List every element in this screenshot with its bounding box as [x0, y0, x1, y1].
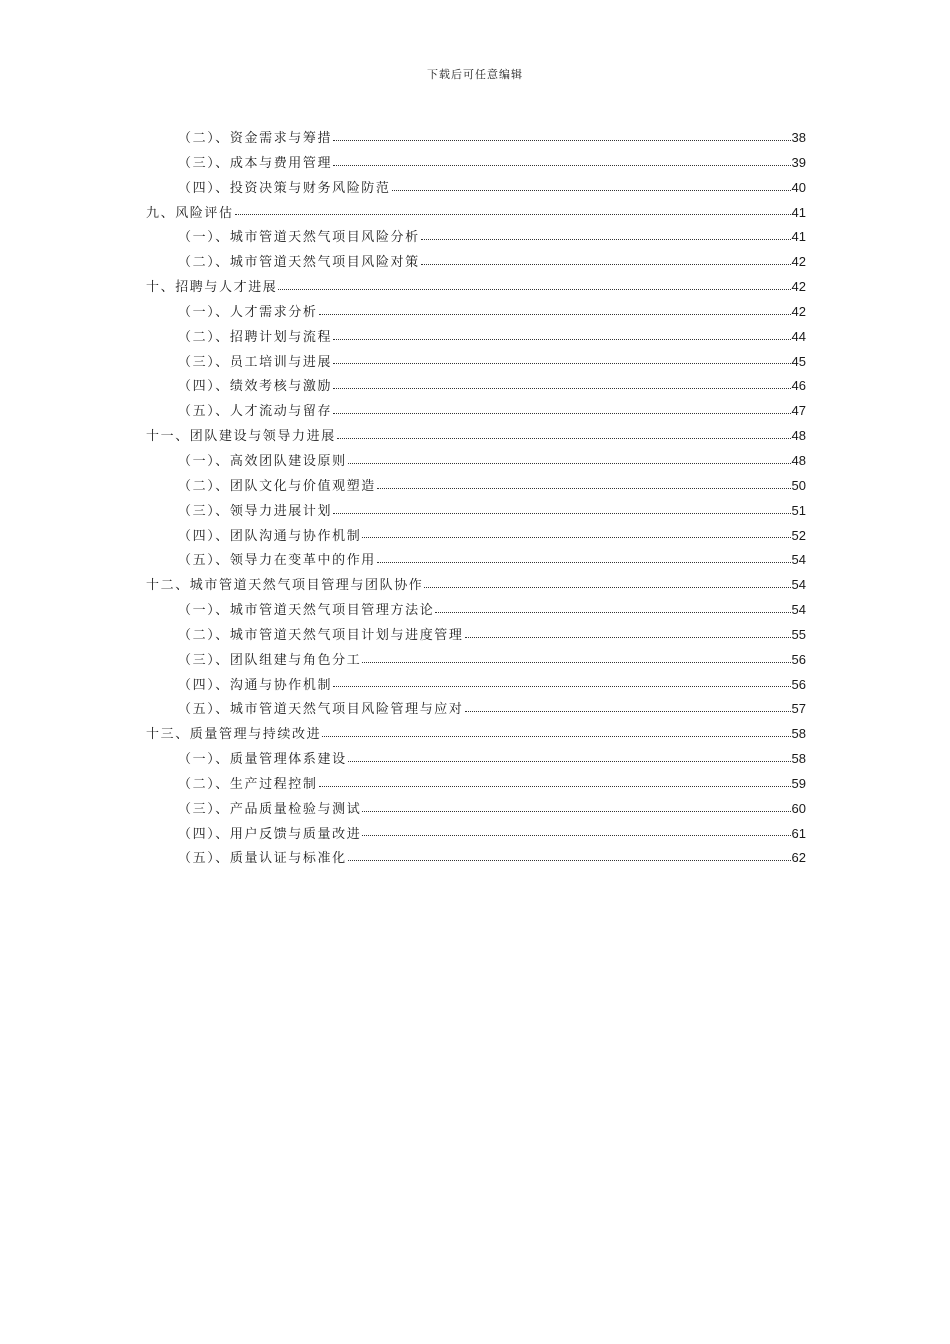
toc-section-entry[interactable] [146, 673, 806, 698]
toc-entry-label: （一）、高效团队建设原则 [178, 453, 347, 469]
toc-chapter-entry[interactable] [146, 722, 806, 747]
toc-entry-label: （二）、招聘计划与流程 [178, 329, 333, 345]
toc-page-number: 58 [791, 751, 806, 767]
toc-dot-leader [333, 685, 790, 687]
toc-section-entry[interactable] [146, 846, 806, 871]
toc-section-entry[interactable] [146, 250, 806, 275]
toc-dot-leader [333, 338, 790, 340]
toc-entry-label: （三）、产品质量检验与测试 [178, 801, 362, 817]
toc-section-entry[interactable] [146, 623, 806, 648]
toc-page-number: 60 [791, 800, 806, 816]
toc-page-number: 56 [791, 676, 806, 692]
toc-entry-label: （三）、成本与费用管理 [178, 155, 333, 171]
toc-section-entry[interactable] [146, 797, 806, 822]
toc-chapter-entry[interactable] [146, 424, 806, 449]
toc-page-number: 61 [791, 825, 806, 841]
toc-dot-leader [392, 189, 791, 191]
toc-page-number: 50 [791, 477, 806, 493]
toc-page-number: 57 [791, 701, 806, 717]
toc-page-number: 47 [791, 403, 806, 419]
toc-entry-label: （五）、城市管道天然气项目风险管理与应对 [178, 702, 464, 718]
toc-dot-leader [333, 512, 790, 514]
toc-page-number: 41 [791, 229, 806, 245]
table-of-contents [146, 126, 806, 871]
toc-page-number: 41 [791, 204, 806, 220]
toc-dot-leader [362, 810, 790, 812]
toc-page-number: 42 [791, 279, 806, 295]
toc-entry-label: （四）、用户反馈与质量改进 [178, 826, 362, 842]
toc-page-number: 62 [791, 850, 806, 866]
toc-section-entry[interactable] [146, 548, 806, 573]
toc-entry-label: （一）、城市管道天然气项目风险分析 [178, 230, 420, 246]
toc-entry-label: 十一、团队建设与领导力进展 [146, 429, 336, 445]
toc-dot-leader [333, 362, 790, 364]
toc-dot-leader [362, 536, 790, 538]
toc-page-number: 42 [791, 303, 806, 319]
toc-entry-label: 十三、质量管理与持续改进 [146, 727, 322, 743]
toc-dot-leader [348, 760, 791, 762]
toc-dot-leader [377, 561, 791, 563]
toc-chapter-entry[interactable] [146, 201, 806, 226]
toc-dot-leader [465, 636, 791, 638]
toc-section-entry[interactable] [146, 126, 806, 151]
toc-entry-label: 十、招聘与人才进展 [146, 280, 278, 296]
toc-page-number: 56 [791, 651, 806, 667]
toc-entry-label: （二）、城市管道天然气项目计划与进度管理 [178, 627, 464, 643]
page-header: 下载后可任意编辑 [427, 68, 523, 81]
toc-entry-label: （四）、投资决策与财务风险防范 [178, 180, 391, 196]
toc-section-entry[interactable] [146, 449, 806, 474]
toc-dot-leader [421, 238, 791, 240]
toc-section-entry[interactable] [146, 747, 806, 772]
toc-section-entry[interactable] [146, 697, 806, 722]
toc-page-number: 51 [791, 502, 806, 518]
toc-page-number: 45 [791, 353, 806, 369]
toc-dot-leader [319, 785, 791, 787]
toc-section-entry[interactable] [146, 499, 806, 524]
toc-section-entry[interactable] [146, 325, 806, 350]
toc-dot-leader [421, 263, 791, 265]
toc-page-number: 48 [791, 428, 806, 444]
toc-entry-label: （二）、城市管道天然气项目风险对策 [178, 255, 420, 271]
toc-section-entry[interactable] [146, 822, 806, 847]
toc-entry-label: 九、风险评估 [146, 205, 234, 221]
toc-page-number: 40 [791, 179, 806, 195]
toc-dot-leader [333, 164, 790, 166]
toc-dot-leader [348, 859, 791, 861]
toc-dot-leader [377, 487, 791, 489]
toc-page-number: 54 [791, 577, 806, 593]
toc-section-entry[interactable] [146, 176, 806, 201]
toc-section-entry[interactable] [146, 350, 806, 375]
toc-dot-leader [362, 834, 790, 836]
toc-dot-leader [362, 661, 790, 663]
toc-page-number: 48 [791, 452, 806, 468]
toc-section-entry[interactable] [146, 151, 806, 176]
toc-entry-label: （一）、人才需求分析 [178, 304, 318, 320]
toc-page-number: 44 [791, 328, 806, 344]
toc-entry-label: （四）、沟通与协作机制 [178, 677, 333, 693]
toc-dot-leader [235, 213, 791, 215]
toc-section-entry[interactable] [146, 598, 806, 623]
toc-entry-label: （一）、质量管理体系建设 [178, 752, 347, 768]
toc-entry-label: （三）、领导力进展计划 [178, 503, 333, 519]
toc-section-entry[interactable] [146, 474, 806, 499]
toc-entry-label: （一）、城市管道天然气项目管理方法论 [178, 603, 435, 619]
toc-entry-label: （二）、团队文化与价值观塑造 [178, 478, 376, 494]
toc-entry-label: （五）、质量认证与标准化 [178, 851, 347, 867]
toc-chapter-entry[interactable] [146, 573, 806, 598]
toc-section-entry[interactable] [146, 772, 806, 797]
toc-page-number: 54 [791, 552, 806, 568]
toc-dot-leader [337, 437, 791, 439]
toc-page-number: 54 [791, 602, 806, 618]
toc-entry-label: 十二、城市管道天然气项目管理与团队协作 [146, 578, 424, 594]
toc-section-entry[interactable] [146, 300, 806, 325]
toc-dot-leader [333, 412, 790, 414]
toc-entry-label: （三）、员工培训与进展 [178, 354, 333, 370]
toc-dot-leader [319, 313, 791, 315]
toc-section-entry[interactable] [146, 648, 806, 673]
toc-section-entry[interactable] [146, 374, 806, 399]
toc-page-number: 58 [791, 726, 806, 742]
toc-entry-label: （四）、团队沟通与协作机制 [178, 528, 362, 544]
toc-section-entry[interactable] [146, 524, 806, 549]
toc-dot-leader [424, 586, 790, 588]
toc-entry-label: （二）、资金需求与筹措 [178, 131, 333, 146]
toc-page-number: 55 [791, 626, 806, 642]
toc-entry-label: （三）、团队组建与角色分工 [178, 652, 362, 668]
toc-entry-label: （四）、绩效考核与激励 [178, 379, 333, 395]
toc-dot-leader [322, 735, 790, 737]
toc-dot-leader [348, 462, 791, 464]
toc-dot-leader [333, 387, 790, 389]
toc-page-number: 42 [791, 254, 806, 270]
toc-section-entry[interactable] [146, 399, 806, 424]
toc-dot-leader [435, 611, 790, 613]
toc-entry-label: （五）、领导力在变革中的作用 [178, 553, 376, 569]
toc-chapter-entry[interactable] [146, 275, 806, 300]
toc-dot-leader [465, 710, 791, 712]
toc-page-number: 52 [791, 527, 806, 543]
toc-dot-leader [333, 139, 790, 141]
toc-dot-leader [278, 288, 790, 290]
toc-page-number: 38 [791, 130, 806, 145]
toc-section-entry[interactable] [146, 225, 806, 250]
toc-page-number: 39 [791, 154, 806, 170]
toc-entry-label: （二）、生产过程控制 [178, 776, 318, 792]
toc-page-number: 59 [791, 775, 806, 791]
toc-page-number: 46 [791, 378, 806, 394]
toc-entry-label: （五）、人才流动与留存 [178, 404, 333, 420]
